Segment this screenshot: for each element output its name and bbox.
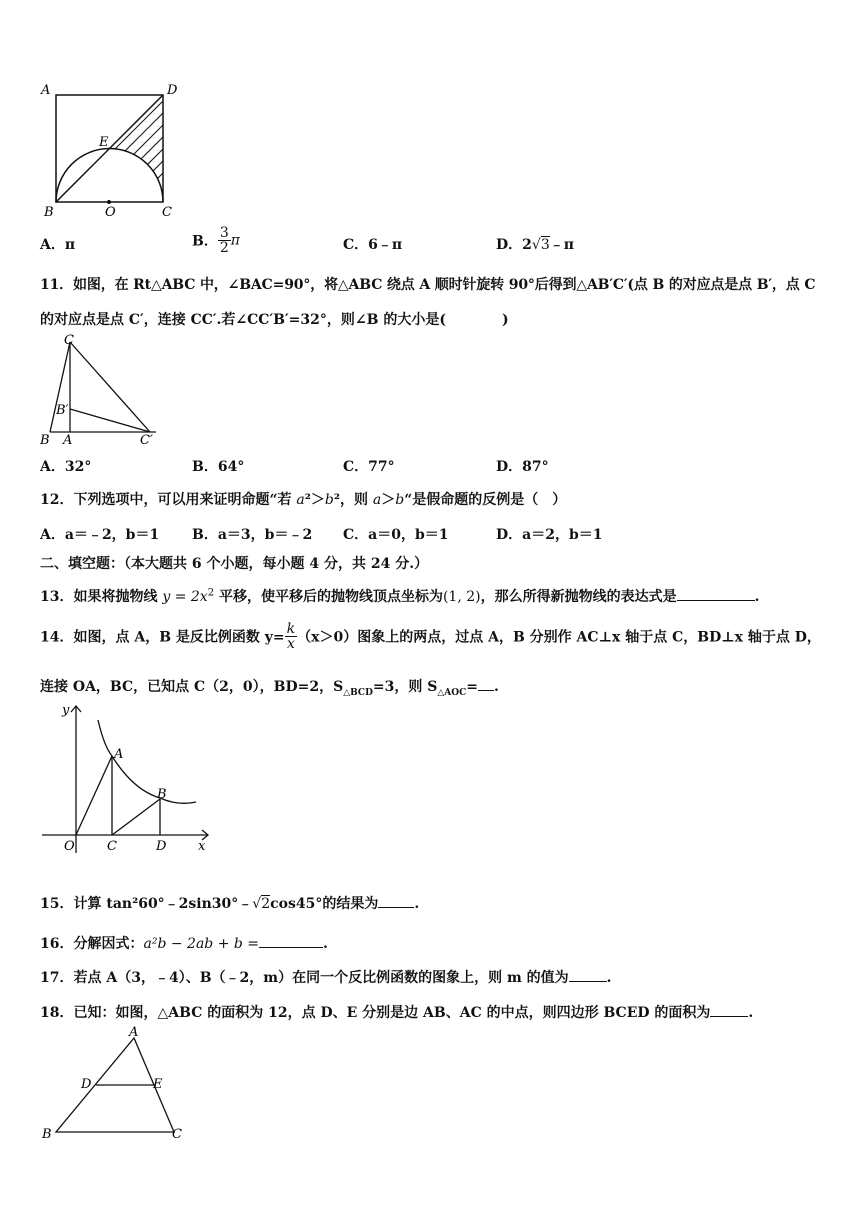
q10-label-A: A — [41, 83, 51, 98]
q14-label-x: x — [198, 839, 206, 854]
q10-hatching — [62, 82, 188, 202]
q11-option-c: C．77° — [343, 459, 395, 475]
q13: 13．如果将抛物线 $y = 2x^2$ 平移，使平移后的抛物线顶点坐标为(1, 2)，那么所得新抛物线的表达式是 . — [40, 587, 760, 605]
q11-label-C: C — [64, 334, 74, 348]
q14-line1: 14．如图，点 A，B 是反比例函数 y= $\frac{k}{x}$ （x＞0）图象上的两点，过点 A，B 分别作 AC⊥x 轴于点 C，BD⊥x 轴于点 D， — [40, 621, 821, 652]
q17: 17．若点 A（3，﹣4）、B（﹣2，m）在同一个反比例函数的图象上，则 m 的值为 . — [40, 967, 612, 987]
q15-sqrt: √2 — [252, 896, 271, 912]
q10-label-O: O — [105, 205, 116, 220]
section-2-heading: 二、填空题：（本大题共 6 个小题，每小题 4 分，共 24 分.） — [40, 556, 429, 572]
q18-figure — [36, 1020, 196, 1150]
q17-answer-blank[interactable] — [569, 967, 607, 982]
q14-label-A: A — [114, 747, 124, 762]
q11-line2: 的对应点是点 C′，连接 CC′.若∠CC′B′=32°，则∠B 的大小是( ) — [40, 312, 509, 328]
q18-label-E: E — [153, 1077, 163, 1092]
q10-option-d: D．2√3﹣π — [496, 237, 574, 253]
q14-line2: 连接 OA，BC，已知点 C（2，0），BD=2，$S_{\triangle BCD}=3$，则 $S_{\triangle AOC}=$ . — [40, 676, 499, 698]
q10-diagonal — [56, 95, 163, 202]
q11-option-a: A．32° — [40, 459, 92, 475]
q18-label-B: B — [42, 1127, 52, 1142]
q12-option-b: B．a＝3，b＝﹣2 — [192, 527, 313, 543]
q10-d-sqrt: √3 — [531, 237, 550, 253]
q14-fraction: $\frac{k}{x}$ — [286, 621, 296, 652]
q16: 16．分解因式：a²b − 2ab + b = . — [40, 933, 328, 953]
q10-label-C: C — [162, 205, 172, 220]
q11-label-A: A — [63, 433, 73, 446]
q12-stem: 12．下列选项中，可以用来证明命题“若 a²＞b²，则 a＞b“是假命题的反例是（ ） — [40, 492, 567, 508]
q12-option-c: C．a＝0，b＝1 — [343, 527, 449, 543]
q14-figure — [38, 698, 218, 858]
q12-option-d: D．a＝2，b＝1 — [496, 527, 603, 543]
q10-option-c: C．6﹣π — [343, 237, 403, 253]
q11-option-d: D．87° — [496, 459, 549, 475]
q18: 18．已知：如图，△ABC 的面积为 12，点 D、E 分别是边 AB、AC 的中点，则四边形 BCED 的面积为 . — [40, 1002, 753, 1022]
q12-option-a: A．a＝﹣2，b＝1 — [40, 527, 160, 543]
q11-label-B: B — [40, 433, 50, 446]
q10-center-dot — [107, 200, 111, 204]
q14-label-D: D — [156, 839, 167, 854]
q11-label-Cp: C′ — [140, 433, 153, 446]
q18-label-A: A — [129, 1025, 139, 1040]
q18-label-D: D — [81, 1077, 92, 1092]
q16-answer-blank[interactable] — [259, 933, 323, 948]
q10-figure — [38, 80, 188, 220]
q11-figure — [36, 334, 166, 446]
q15: 15．计算 tan²60°﹣2sin30°﹣√2cos45°的结果为 . — [40, 893, 419, 913]
q11-label-Bp: B′ — [56, 403, 69, 418]
q10-label-D: D — [167, 83, 178, 98]
q10-option-b: B． $\frac{3}{2}$ π — [192, 225, 240, 256]
q14-answer-blank[interactable] — [478, 676, 494, 691]
q18-answer-blank[interactable] — [710, 1002, 748, 1017]
q15-answer-blank[interactable] — [378, 893, 414, 908]
q10-semicircle — [56, 149, 163, 202]
q10-label-E: E — [99, 135, 109, 150]
q10-option-a: A．π — [40, 237, 76, 253]
q13-answer-blank[interactable] — [677, 586, 755, 601]
q14-hyperbola — [98, 720, 196, 803]
q10-b-fraction: $\frac{3}{2}$ — [219, 225, 229, 256]
q11-line1: 11．如图，在 Rt△ABC 中，∠BAC=90°，将△ABC 绕点 A 顺时针旋转 90°后得到△AB′C′(点 B 的对应点是点 B′，点 C — [40, 277, 816, 293]
q14-label-O: O — [64, 839, 75, 854]
q11-option-b: B．64° — [192, 459, 245, 475]
q14-label-y: y — [62, 703, 70, 718]
q14-label-C: C — [107, 839, 117, 854]
q10-label-B: B — [44, 205, 54, 220]
q14-label-B: B — [157, 787, 167, 802]
q18-label-C: C — [172, 1127, 182, 1142]
